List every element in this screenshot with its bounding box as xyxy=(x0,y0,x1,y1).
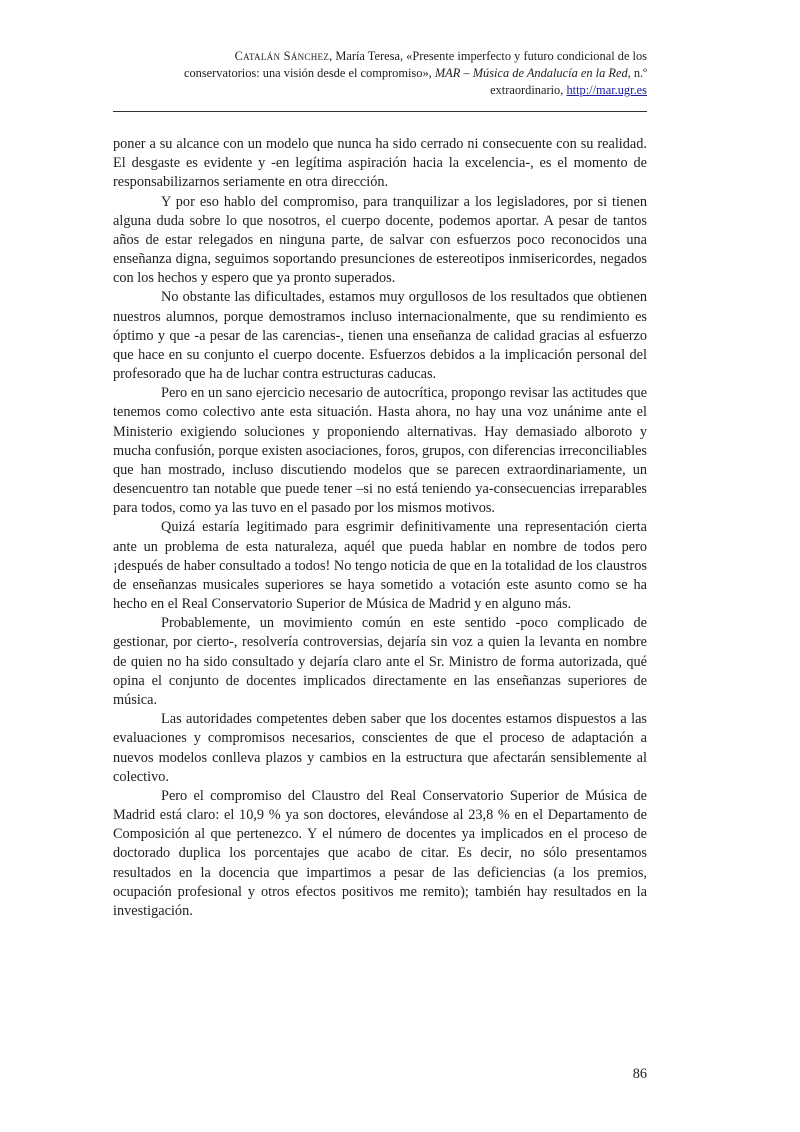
header-divider xyxy=(113,111,647,112)
page-number: 86 xyxy=(632,1066,647,1082)
paragraph: Las autoridades competentes deben saber que los docentes estamos dispuestos a las evaluaciones y compromisos necesarios, conscientes de que el proceso de adaptación a nuevos modelos conlleva plazos y cambios en la estructura que afectarán sensiblemente al colectivo. xyxy=(113,711,647,785)
issue-label: , n.º xyxy=(627,66,647,81)
header-line-2 xyxy=(150,65,647,82)
paragraph: Pero en un sano ejercicio necesario de autocrítica, propongo revisar las actitudes que tenemos como colectivo ante esta situación. Hasta ahora, no hay una voz unánime ante el Ministerio exigiendo soluciones y proponiendo alternativas. Hay demasiado alboroto y mucha confusión, porque existen asociaciones, foros, grupos, con diferencias irreconciliables que han mostrado, incluso discutiendo modelos que se parecen extraordinariamente, un desencuentro tan notable que puede tener –si no está teniendo ya-consecuencias irreparables para todos, como ya las tuvo en el pasado por los mismos motivos. xyxy=(113,385,647,517)
header-line-1 xyxy=(150,48,647,65)
paragraph: Quizá estaría legitimado para esgrimir definitivamente una representación cierta ante un problema de esta naturaleza, aquél que pueda hablar en nombre de todos pero ¡después de haber consultado a todos! No tengo noticia de que en la totalidad de los claustros de enseñanzas musicales superiores se haya sometido a votación este asunto como se ha hecho en el Real Conservatorio Superior de Música de Madrid y en alguno más. xyxy=(113,519,647,613)
journal-name: MAR – Música de Andalucía en la Red xyxy=(434,66,628,81)
paragraph: No obstante las dificultades, estamos muy orgullosos de los resultados que obtienen nuestros alumnos, porque demostramos incluso internacionalmente, que su rendimiento es óptimo y que -a pesar de las carencias-, tienen una enseñanza de calidad gracias al esfuerzo que hace en su conjunto el cuerpo docente. Esfuerzos debidos a la implicación personal del profesorado que ha de luchar contra estructuras caducas. xyxy=(113,289,647,383)
author-surname: Catalán Sánchez xyxy=(234,49,330,63)
header-line-3 xyxy=(150,82,647,99)
paragraph: Y por eso hablo del compromiso, para tranquilizar a los legisladores, por si tienen alguna duda sobre lo que nosotros, el cuerpo docente, podemos aportar. A pesar de tantos años de estar relegados en ninguna parte, de salvar con esfuerzos poco reconocidos una enseñanza digna, seguimos soportando presunciones de estereotipos inmisericordes, negados con los hechos y espero que ya pronto superados. xyxy=(113,193,647,287)
paragraph: Pero el compromiso del Claustro del Real Conservatorio Superior de Música de Madrid está claro: el 10,9 % ya son doctores, elevándose al 23,8 % en el Departamento de Composición al que pertenezco. Y el número de docentes ya implicados en el proceso de doctorado duplica los porcentajes que acabo de citar. Es decir, no sólo presentamos resultados en la docencia que impartimos a pesar de las deficiencias (a los premios, ocupación profesional y otros efectos positivos me remito); también hay resultados en la investigación. xyxy=(113,787,647,919)
title-continuation: conservatorios: una visión desde el compromiso», xyxy=(183,66,435,81)
journal-url-link[interactable]: http://mar.ugr.es xyxy=(566,83,647,98)
body-text xyxy=(113,135,647,921)
running-header xyxy=(150,48,647,100)
author-given-and-title: , María Teresa, «Presente imperfecto y futuro condicional de los xyxy=(329,49,647,63)
paragraph: Probablemente, un movimiento común en este sentido -poco complicado de gestionar, por cierto-, resolvería controversias, dejaría sin voz a quien la levanta en nombre de quien no ha sido consultado y dejaría claro ante el Sr. Ministro de forma autorizada, qué opina el conjunto de docentes implicados directamente en las enseñanzas superiores de música. xyxy=(113,615,647,708)
issue-type: extraordinario, xyxy=(490,83,567,98)
paragraph: poner a su alcance con un modelo que nunca ha sido cerrado ni consecuente con su realidad. El desgaste es evidente y -en legítima aspiración hacia la excelencia-, es el momento de responsabilizarnos seriamente en otra dirección. xyxy=(113,136,647,191)
